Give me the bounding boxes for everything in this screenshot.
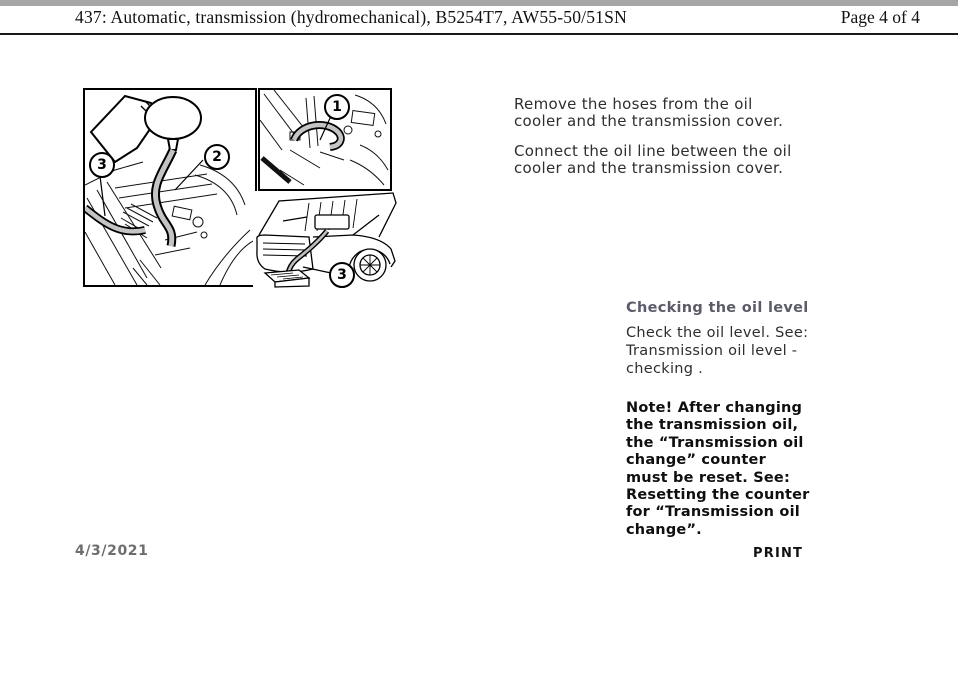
callout-1-bay-panel: 1: [324, 94, 350, 120]
figure-car-overview: [253, 191, 397, 288]
page-title: 437: Automatic, transmission (hydromechanical), B5254T7, AW55-50/51SN: [75, 7, 627, 27]
page-indicator: Page 4 of 4: [840, 7, 920, 27]
footer-date: 4/3/2021: [75, 543, 149, 559]
callout-2-left-panel: 2: [204, 144, 230, 170]
callout-3-car: 3: [329, 262, 355, 288]
section-heading-checking-oil-level: Checking the oil level: [626, 300, 809, 316]
top-bar: [0, 0, 958, 6]
instruction-remove-hoses: Remove the hoses from the oil cooler and the transmission cover.: [514, 95, 784, 130]
callout-3-left-panel: 3: [89, 152, 115, 178]
figure-oil-filling: [83, 88, 257, 287]
oil-filling-illustration: [85, 90, 255, 285]
figure-engine-bay: [258, 88, 392, 191]
instruction-paragraphs: [514, 96, 894, 177]
header-divider: [0, 33, 958, 35]
section-body-check-oil-level: Check the oil level. See: Transmission oil level - checking .: [626, 325, 809, 377]
section-note-reset-counter: Note! After changing the transmission oil, the “Transmission oil change” counter must be reset. See: Resetting the counter for “Transmission oil change”.: [626, 400, 810, 538]
print-button[interactable]: PRINT: [753, 546, 804, 561]
car-illustration: [253, 191, 397, 288]
instruction-connect-oil-line: Connect the oil line between the oil cooler and the transmission cover.: [514, 142, 792, 177]
